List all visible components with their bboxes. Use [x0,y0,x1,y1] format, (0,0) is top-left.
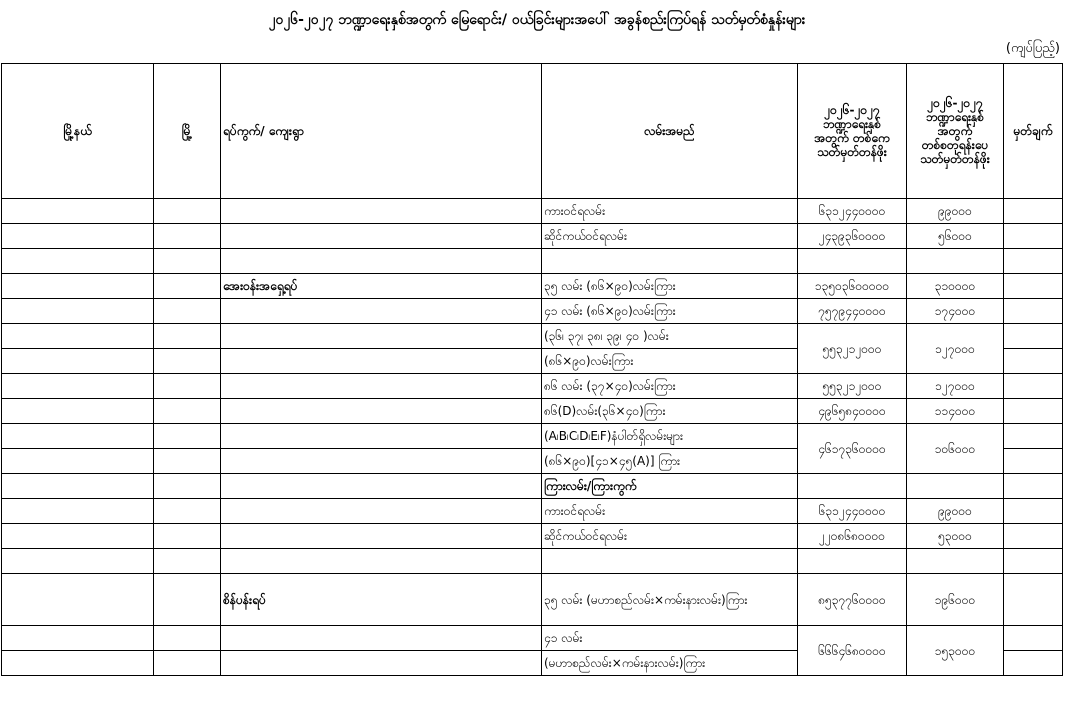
table-row [2,399,1063,424]
value-acre-cell: ၂၄၃၉၃၆၀၀၀၀ [798,224,907,249]
value-acre-cell: ၁၃၅၀၃၆၀၀၀၀၀ [798,274,907,299]
street-cell: ၃၅ လမ်း (မဟာစည်လမ်း×ကမ်းနားလမ်း)ကြား [542,574,798,626]
header-price-sqft-line: ၂၀၂၆-၂၀၂၇ [927,96,983,110]
ward-cell [221,324,542,349]
header-price-sqft-line: တစ်စတုရန်းပေ [921,138,989,152]
street-cell [542,249,798,274]
table-row [2,199,1063,224]
value-sqft-cell: ၁၇၄၀၀၀ [907,299,1004,324]
table-row [2,574,1063,626]
ward-cell [221,299,542,324]
table-row [2,274,1063,299]
street-cell: ၈၆(D)လမ်း(၃၆×၄၀)ကြား [542,399,798,424]
header-price-sqft-line: အတွက် [937,124,973,138]
value-sqft-cell: ၉၉၀၀၀ [907,499,1004,524]
street-cell: ၄၁ လမ်း (၈၆×၉၀)လမ်းကြား [542,299,798,324]
table-row [2,374,1063,399]
ward-cell [221,549,542,574]
header-price-acre-line: အတွက် တစ်ကေ [814,131,890,145]
value-sqft-cell: ၁၁၄၀၀၀ [907,399,1004,424]
table-row [2,224,1063,249]
header-town: မြို့ [154,64,221,199]
value-sqft-cell: ၉၉၀၀၀ [907,199,1004,224]
header-price-sqft-line: သတ်မှတ်တန်ဖိုး [920,152,990,166]
street-cell: (၃၆၊ ၃၇၊ ၃၈၊ ၃၉၊ ၄၀ )လမ်း [542,324,798,349]
ward-cell: အေးဝန်းအရှေ့ရပ် [221,274,542,299]
header-price-sqft [907,64,1004,199]
street-cell [542,549,798,574]
ward-cell [221,374,542,399]
value-acre-cell: ၄၉၆၅၈၄၀၀၀၀ [798,399,907,424]
street-cell: (မဟာစည်လမ်း×ကမ်းနားလမ်း)ကြား [542,651,798,676]
street-cell: ၈၆ လမ်း (၃၇×၄၀)လမ်းကြား [542,374,798,399]
page-title: ၂၀၂၆-၂၀၂၇ ဘဏ္ဍာရေးနှစ်အတွက် မြေရောင်း/ ဝယ်ခြင်းများအပေါ် အခွန်စည်းကြပ်ရန် သတ်မှတ်စံနှုန်းများ [268,12,806,28]
value-acre-cell: ၇၅၇၉၄၄၀၀၀၀ [798,299,907,324]
value-sqft-cell: ၁၉၆၀၀၀ [907,574,1004,626]
street-cell: ကြားလမ်း/ကြားကွက် [542,474,798,499]
ward-cell [221,224,542,249]
value-sqft-cell: ၁၂၇၀၀၀ [907,324,1004,374]
header-row [2,64,1063,199]
header-price-acre [798,64,907,199]
street-cell: ၄၁ လမ်း [542,626,798,651]
table-row [2,524,1063,549]
ward-cell [221,399,542,424]
value-sqft-cell: ၅၃၀၀၀ [907,524,1004,549]
header-price-acre-line: ၂၀၂၆-၂၀၂၇ [824,103,880,117]
ward-cell [221,499,542,524]
value-sqft-cell: ၁၂၇၀၀၀ [907,374,1004,399]
street-cell: (၈၆×၉၀)[၄၁×၄၅(A)] ကြား [542,449,798,474]
value-acre-cell: ၆၃၁၂၄၄၀၀၀၀ [798,199,907,224]
value-sqft-cell: ၁၀၆၀၀၀ [907,424,1004,474]
header-remark: မှတ်ချက် [1004,64,1063,199]
ward-cell [221,474,542,499]
table-row [2,549,1063,574]
unit-label: (ကျပ်ပြည့်) [1005,41,1060,56]
table-row [2,474,1063,499]
value-acre-cell: ၆၆၆၄၆၈၀၀၀၀ [798,626,907,676]
value-sqft-cell [907,249,1004,274]
ward-cell [221,626,542,651]
street-cell: (၈၆×၉၀)လမ်းကြား [542,349,798,374]
header-price-sqft-line: ဘဏ္ဍာရေးနှစ် [926,110,984,124]
value-acre-cell [798,549,907,574]
table-row [2,299,1063,324]
ward-cell: စိန်ပန်းရပ် [221,574,542,626]
table-row [2,424,1063,449]
ward-cell [221,524,542,549]
value-acre-cell: ၂၂၀၈၆၈၀၀၀၀ [798,524,907,549]
header-street: လမ်းအမည် [542,64,798,199]
value-acre-cell: ၅၅၃၂၁၂၀၀၀ [798,374,907,399]
street-cell: (A၊B၊C၊D၊E၊F)နံပါတ်ရှိလမ်းများ [542,424,798,449]
table-row [2,249,1063,274]
value-acre-cell: ၈၅၃၇၇၆၀၀၀၀ [798,574,907,626]
street-cell: ၃၅ လမ်း (၈၆×၉၀)လမ်းကြား [542,274,798,299]
header-ward: ရပ်ကွက်/ ကျေးရွာ [221,64,542,199]
value-sqft-cell [907,474,1004,499]
value-sqft-cell: ၅၆၀၀၀ [907,224,1004,249]
ward-cell [221,199,542,224]
street-cell: ကားဝင်ရလမ်း [542,499,798,524]
value-sqft-cell: ၃၁၀၀၀၀ [907,274,1004,299]
valuation-table [1,63,1063,676]
value-acre-cell [798,474,907,499]
header-price-acre-line: ဘဏ္ဍာရေးနှစ် [823,117,881,131]
value-sqft-cell: ၁၅၃၀၀၀ [907,626,1004,676]
street-cell: ကားဝင်ရလမ်း [542,199,798,224]
street-cell: ဆိုင်ကယ်ဝင်ရလမ်း [542,524,798,549]
table-row [2,324,1063,349]
value-sqft-cell [907,549,1004,574]
value-acre-cell [798,249,907,274]
table-row [2,626,1063,651]
table-row [2,499,1063,524]
value-acre-cell: ၆၃၁၂၄၄၀၀၀၀ [798,499,907,524]
header-district: မြို့နယ် [2,64,154,199]
ward-cell [221,424,542,449]
header-price-acre-line: သတ်မှတ်တန်ဖိုး [817,145,887,159]
ward-cell [221,249,542,274]
value-acre-cell: ၅၅၃၂၁၂၀၀၀ [798,324,907,374]
value-acre-cell: ၄၆၁၇၃၆၀၀၀၀ [798,424,907,474]
street-cell: ဆိုင်ကယ်ဝင်ရလမ်း [542,224,798,249]
